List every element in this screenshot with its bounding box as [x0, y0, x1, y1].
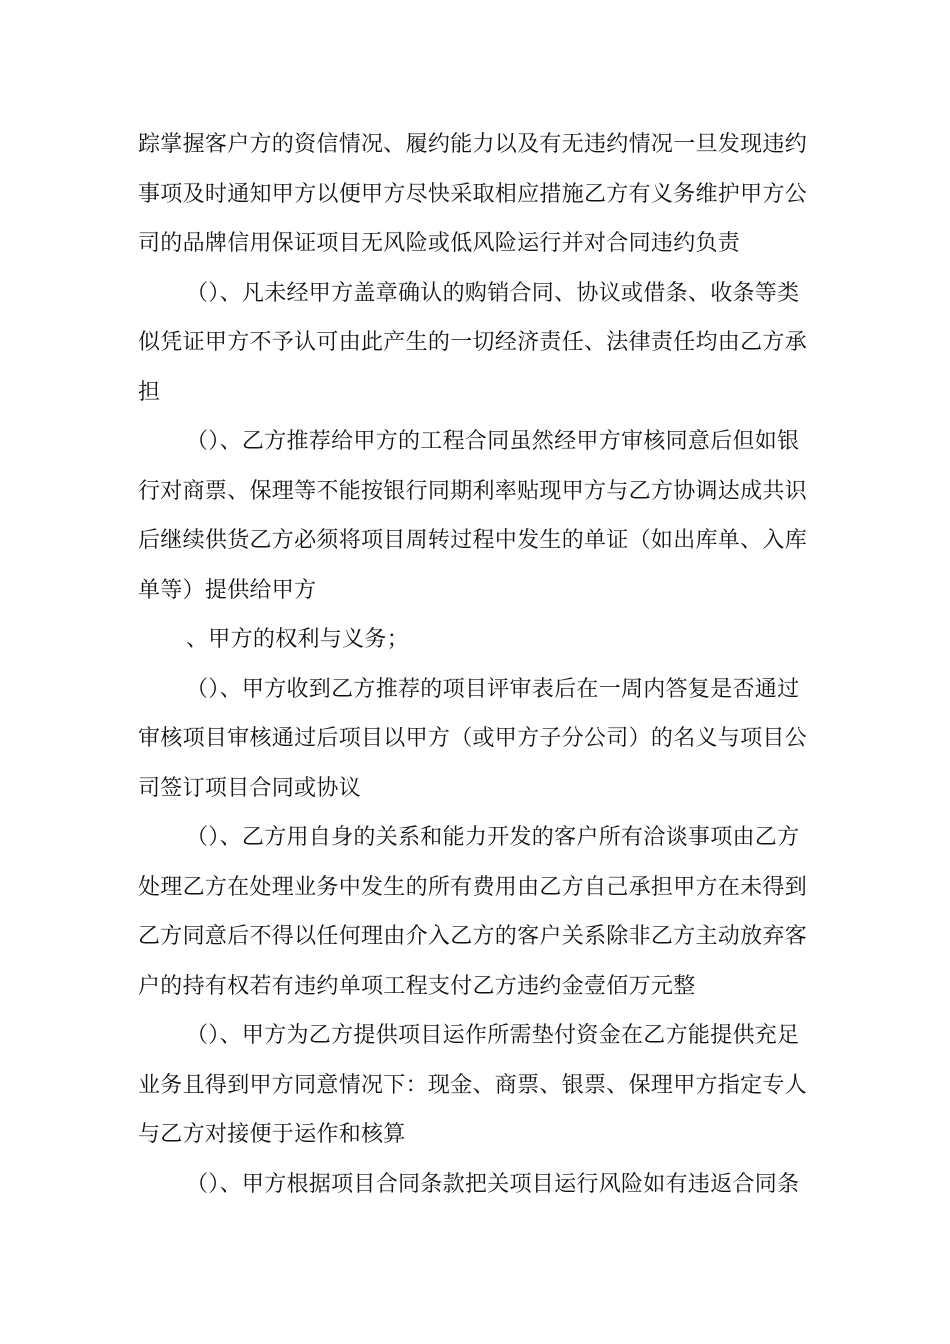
text-line: 后继续供货乙方必须将项目周转过程中发生的单证（如出库单、入库 — [138, 528, 808, 553]
text-line: 似凭证甲方不予认可由此产生的一切经济责任、法律责任均由乙方承 — [138, 330, 808, 355]
text-line: 担 — [138, 379, 161, 405]
text-line: （）、甲方收到乙方推荐的项目评审表后在一周内答复是否通过 — [186, 676, 800, 702]
document-body — [138, 120, 818, 1209]
text-line: （）、甲方根据项目合同条款把关项目运行风险如有违返合同条 — [186, 1171, 800, 1197]
text-line: 司签订项目合同或协议 — [138, 775, 362, 801]
text-line: （）、乙方推荐给甲方的工程合同虽然经甲方审核同意后但如银 — [186, 429, 800, 454]
text-line: 司的品牌信用保证项目无风险或低风险运行并对合同违约负责 — [138, 231, 741, 256]
text-line: （）、甲方为乙方提供项目运作所需垫付资金在乙方能提供充足 — [186, 1023, 800, 1048]
text-line: （）、乙方用自身的关系和能力开发的客户所有洽谈事项由乙方 — [186, 825, 800, 850]
text-line: 单等）提供给甲方 — [138, 577, 317, 603]
text-line: 踪掌握客户方的资信情况、履约能力以及有无违约情况一旦发现违约 — [138, 132, 808, 157]
text-line: 户的持有权若有违约单项工程支付乙方违约金壹佰万元整 — [138, 973, 696, 999]
text-line: 事项及时通知甲方以便甲方尽快采取相应措施乙方有义务维护甲方公 — [138, 181, 808, 207]
text-line: 行对商票、保理等不能按银行同期利率贴现甲方与乙方协调达成共识 — [138, 478, 808, 504]
text-line: 与乙方对接便于运作和核算 — [138, 1122, 406, 1147]
text-line: 业务且得到甲方同意情况下：现金、商票、银票、保理甲方指定专人 — [138, 1072, 808, 1098]
text-line: 乙方同意后不得以任何理由介入乙方的客户关系除非乙方主动放弃客 — [138, 924, 808, 949]
text-line: （）、凡未经甲方盖章确认的购销合同、协议或借条、收条等类 — [186, 280, 800, 306]
text-line: 审核项目审核通过后项目以甲方（或甲方子分公司）的名义与项目公 — [138, 726, 808, 751]
section-heading: 、甲方的权利与义务； — [186, 627, 410, 652]
text-line: 处理乙方在处理业务中发生的所有费用由乙方自己承担甲方在未得到 — [138, 874, 808, 900]
